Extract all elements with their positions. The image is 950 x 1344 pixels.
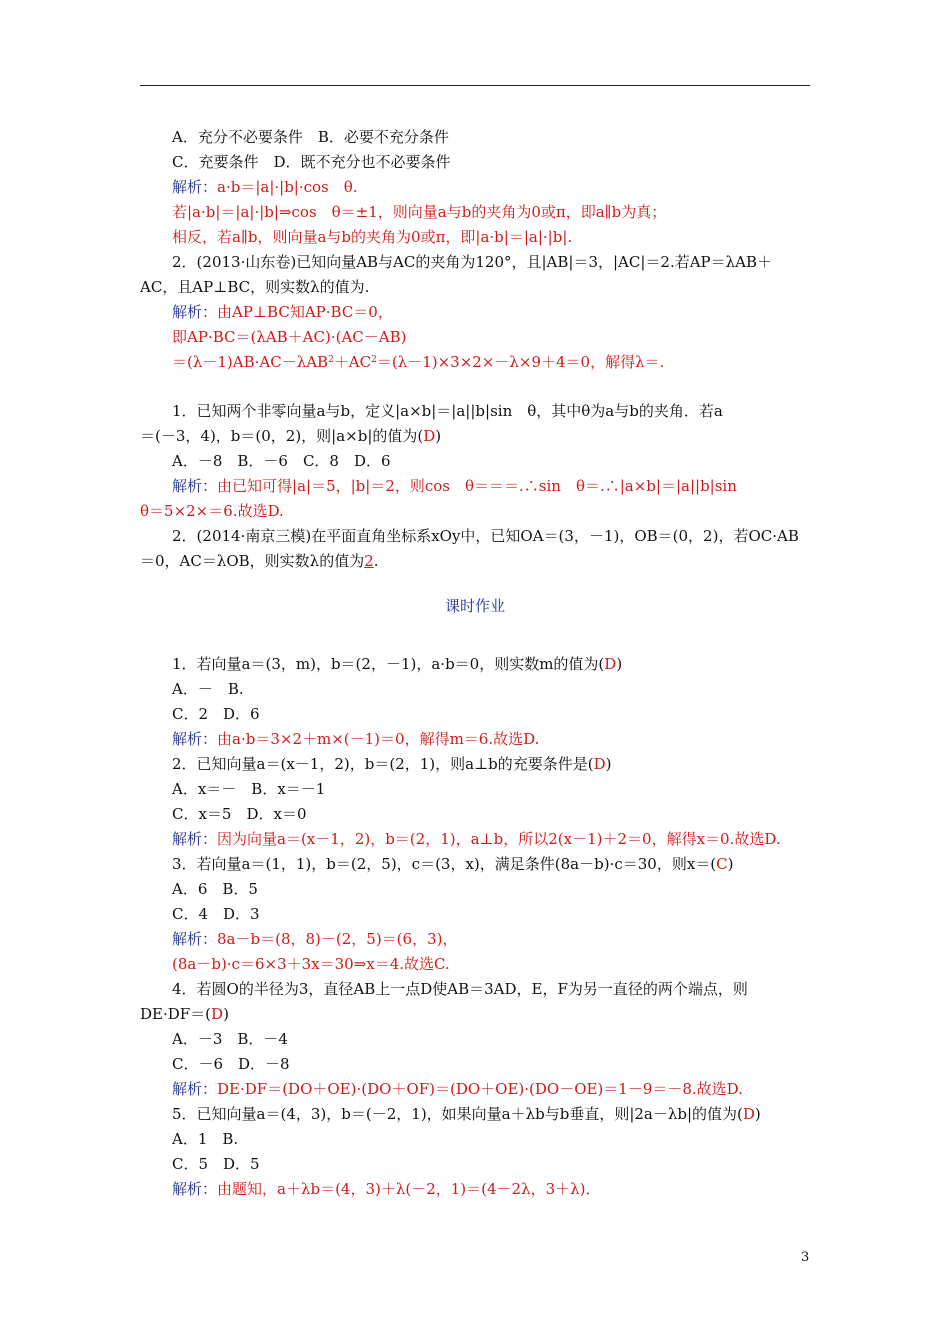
solution-line [172, 177, 358, 197]
solution-label: 解析： [172, 730, 218, 748]
header-rule [140, 85, 810, 86]
solution-text: 由a·b＝3×2＋m×(－1)＝0，解得m＝6.故选D. [217, 730, 540, 748]
solution-text: 由已知可得|a|＝5，|b|＝2，则cos θ＝＝＝.∴sin θ＝.∴|a×b|＝|a||b|sin [217, 477, 737, 495]
solution-label: 解析： [172, 1080, 218, 1098]
solution-text: 相反，若a∥b，则向量a与b的夹角为0或π，即|a·b|＝|a|·|b|. [172, 228, 573, 246]
solution-text: 若|a·b|＝|a|·|b|⇒cos θ＝±1，则向量a与b的夹角为0或π，即a∥b为真； [172, 203, 667, 221]
answer-letter: C [716, 855, 728, 873]
options: A．6 B．5 [172, 880, 258, 898]
options: A．－ B. [172, 680, 244, 698]
question-text: 1．若向量a＝(3，m)，b＝(2，－1)，a·b＝0，则实数m的值为( [172, 655, 605, 673]
solution-line [172, 829, 781, 849]
question-text: ＝(－3，4)，b＝(0，2)，则|a×b|的值为( [140, 427, 424, 445]
solution-text: 即AP·BC＝(λAB＋AC)·(AC－AB) [172, 328, 407, 346]
solution-text: ＋AC [333, 353, 372, 371]
question-text: ＝0，AC＝λOB，则实数λ的值为 [140, 552, 365, 570]
question-line [172, 654, 622, 674]
solution-label: 解析： [172, 930, 218, 948]
solution-line [172, 352, 664, 372]
options: C．－6 D．－8 [172, 1055, 290, 1073]
solution-label: 解析： [172, 1180, 218, 1198]
question-text: ) [223, 1005, 229, 1023]
options: C．5 D．5 [172, 1155, 260, 1173]
solution-text: (8a－b)·c＝6×3＋3x＝30⇒x＝4.故选C. [172, 955, 450, 973]
solution-line [172, 476, 737, 496]
superscript: 2 [371, 355, 377, 365]
question-text: 1．已知两个非零向量a与b，定义|a×b|＝|a||b|sin θ，其中θ为a与b的夹角．若a [172, 402, 723, 420]
solution-text: ＝(λ－1)×3×2×－λ×9＋4＝0，解得λ＝. [376, 353, 665, 371]
options: C．x＝5 D．x＝0 [172, 805, 307, 823]
options: C．2 D．6 [172, 705, 260, 723]
section-title: 课时作业 [444, 597, 505, 615]
question-text: ) [727, 855, 734, 873]
solution-text: 由题知，a＋λb＝(4，3)＋λ(－2，1)＝(4－2λ，3＋λ)． [217, 1180, 601, 1198]
question-line [172, 854, 733, 874]
options-ab: A．充分不必要条件 B．必要不充分条件 [172, 128, 449, 146]
question-text: DE·DF＝( [140, 1005, 212, 1023]
solution-text: 8a－b＝(8，8)－(2，5)＝(6，3)， [217, 930, 458, 948]
question-text: 5．已知向量a＝(4，3)，b＝(－2，1)，如果向量a＋λb与b垂直，则|2a－λb|的值为( [172, 1105, 743, 1123]
question-text: . [373, 552, 379, 570]
question-text: ) [616, 655, 623, 673]
solution-label: 解析： [172, 477, 218, 495]
question-text: 2．已知向量a＝(x－1，2)，b＝(2，1)，则a⊥b的充要条件是( [172, 755, 594, 773]
question-text: ) [754, 1105, 761, 1123]
solution-text: θ＝5×2×＝6.故选D. [140, 502, 284, 520]
solution-text: DE·DF＝(DO＋OE)·(DO＋OF)＝(DO＋OE)·(DO－OE)＝1－9＝－8.故选D. [217, 1080, 743, 1098]
solution-text: 因为向量a＝(x－1，2)，b＝(2，1)，a⊥b，所以2(x－1)＋2＝0，解得x＝0.故选D. [217, 830, 781, 848]
question-line [140, 1004, 229, 1024]
options: A．1 B. [172, 1130, 239, 1148]
question-line [140, 426, 441, 446]
options: A．－8 B．－6 C．8 D．6 [172, 452, 391, 470]
question-text: 4．若圆O的半径为3，直径AB上一点D使AB＝3AD，E，F为另一直径的两个端点，则 [172, 980, 748, 998]
question-line [172, 1104, 761, 1124]
solution-line [172, 729, 539, 749]
solution-text: 由AP⊥BC知AP·BC＝0， [217, 303, 393, 321]
solution-label: 解析： [172, 830, 218, 848]
page-number: 3 [801, 1250, 810, 1265]
options-cd: C．充要条件 D．既不充分也不必要条件 [172, 153, 451, 171]
solution-label: 解析： [172, 303, 218, 321]
solution-text: a·b＝|a|·|b|·cos θ. [217, 178, 358, 196]
solution-label: 解析： [172, 178, 218, 196]
answer-value: 2 [364, 552, 374, 570]
question-text: 2．(2013·山东卷)已知向量AB与AC的夹角为120°，且|AB|＝3，|AC|＝2.若AP＝λAB＋ [172, 253, 773, 271]
solution-line [172, 929, 457, 949]
answer-letter: D [211, 1005, 224, 1023]
solution-line [172, 1179, 601, 1199]
answer-letter: D [423, 427, 436, 445]
answer-letter: D [593, 755, 606, 773]
answer-letter: D [604, 655, 617, 673]
options: C．4 D．3 [172, 905, 260, 923]
question-line [172, 754, 612, 774]
solution-line [172, 302, 393, 322]
options: A．－3 B．－4 [172, 1030, 288, 1048]
question-text: 3．若向量a＝(1，1)，b＝(2，5)，c＝(3，x)，满足条件(8a－b)·c＝30，则x＝( [172, 855, 717, 873]
answer-letter: D [742, 1105, 755, 1123]
question-text: 2．(2014·南京三模)在平面直角坐标系xOy中，已知OA＝(3，－1)，OB＝(0，2)，若OC·AB [172, 527, 799, 545]
solution-line [172, 1079, 743, 1099]
question-line [140, 551, 379, 571]
question-text: ) [605, 755, 612, 773]
question-text: AC，且AP⊥BC，则实数λ的值为. [140, 278, 370, 296]
solution-text: ＝(λ－1)AB·AC－λAB [172, 353, 329, 371]
question-text: ) [435, 427, 442, 445]
superscript: 2 [328, 355, 334, 365]
options: A．x＝－ B．x＝－1 [172, 780, 326, 798]
